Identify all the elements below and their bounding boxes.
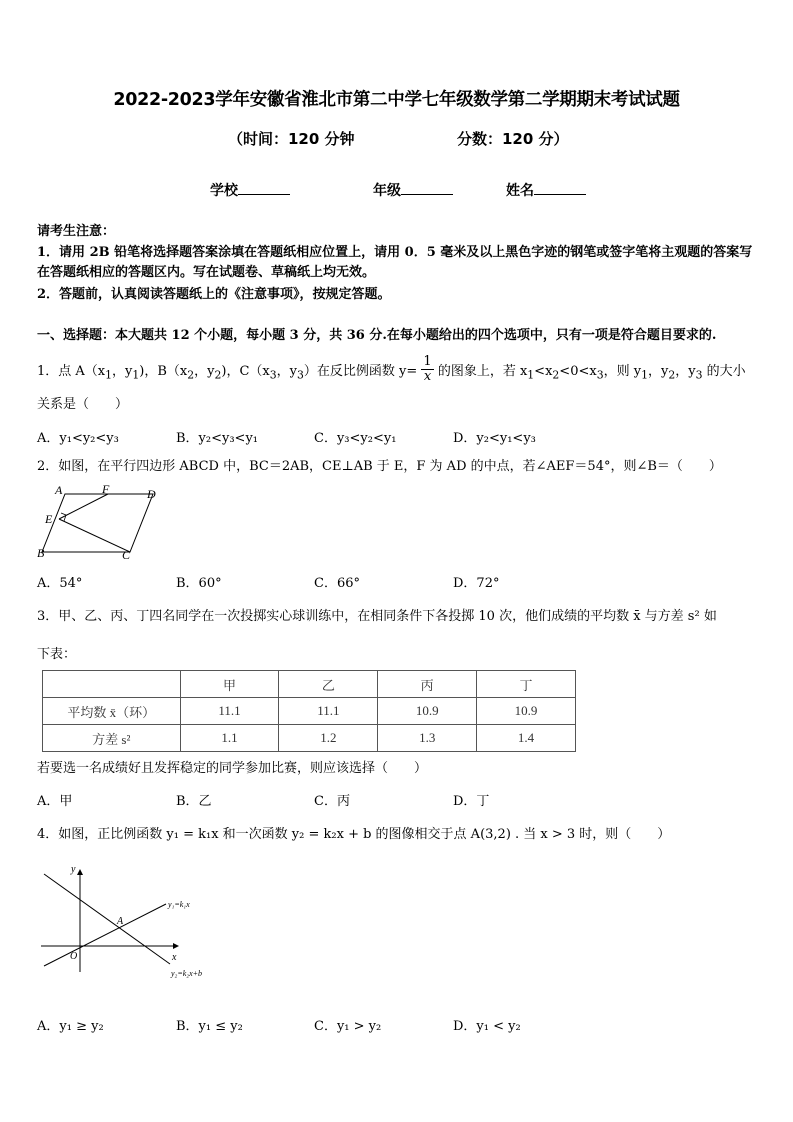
table-cell: 甲: [180, 671, 279, 698]
q3-score-table: [42, 670, 576, 752]
label-d: D: [147, 487, 156, 501]
table-cell: 1.3: [378, 725, 477, 752]
name-field: [506, 180, 586, 200]
line-y1: [44, 904, 166, 966]
grade-label: 年级: [373, 183, 401, 199]
table-cell: 10.9: [477, 698, 576, 725]
q4-option-d[interactable]: D．y₁ < y₂: [453, 1019, 521, 1034]
exam-time: （时间：120 分钟: [228, 130, 355, 148]
school-blank: [238, 182, 290, 195]
q3-option-b[interactable]: B．乙: [176, 794, 212, 809]
q4-option-c[interactable]: C．y₁ > y₂: [314, 1019, 382, 1034]
q3-stem2: 下表：: [37, 647, 77, 662]
table-cell: 丁: [477, 671, 576, 698]
q2-option-d[interactable]: D．72°: [453, 576, 500, 591]
q1-stem-b: 的图象上，若 x: [437, 364, 528, 379]
notice-line1: 1．请用 2B 铅笔将选择题答案涂填在答题纸相应位置上，请用 0．5 毫米及以上黑色字迹的钢笔或签字笔将主观题的答案写在答题纸相应的答题区内。写在试题卷、草稿纸上均无效。: [37, 245, 753, 280]
line-y2-label: y₂=k₂x+b: [171, 969, 203, 978]
q1-fraction: [421, 355, 433, 384]
name-label: 姓名: [506, 183, 534, 199]
origin-label: O: [70, 951, 78, 962]
table-cell: 平均数 x̄（环）: [43, 698, 181, 725]
notice-heading: 请考生注意：: [37, 224, 116, 239]
axis-label-x: x: [172, 952, 177, 963]
table-cell: 乙: [279, 671, 378, 698]
page-title: 2022-2023学年安徽省淮北市第二中学七年级数学第二学期期末考试试题: [113, 90, 680, 110]
table-cell: 1.2: [279, 725, 378, 752]
q2-option-a[interactable]: A．54°: [37, 576, 83, 591]
name-blank: [534, 182, 586, 195]
table-cell: 1.4: [477, 725, 576, 752]
table-cell: [43, 671, 181, 698]
table-cell: 10.9: [378, 698, 477, 725]
q1-frac-den: x: [423, 369, 432, 384]
table-cell: 方差 s²: [43, 725, 181, 752]
table-cell: 丙: [378, 671, 477, 698]
q4-option-a[interactable]: A．y₁ ≥ y₂: [37, 1019, 104, 1034]
q1-option-b[interactable]: B．y₂<y₃<y₁: [176, 431, 259, 446]
table-row: [43, 698, 576, 725]
q4-stem: 4．如图，正比例函数 y₁ = k₁x 和一次函数 y₂ = k₂x + b 的图像相交于点 A(3,2) . 当 x > 3 时，则（ ）: [37, 827, 671, 842]
label-c: C: [122, 548, 131, 562]
table-row: [43, 725, 576, 752]
label-b: B: [37, 546, 45, 560]
q3-option-a[interactable]: A．甲: [37, 794, 73, 809]
q2-parallelogram-figure: [35, 482, 170, 562]
q1-stem-end: 关系是（ ）: [37, 397, 129, 412]
q1-stem: 1．点 $A(x_1$，$y_1$)，$B(x_2$，$y_2$)，$C(x_3$，$y_3$）在反比例函数 y= $\frac{1}{x}$ 的图象上，若 $x_1<x_2<0<x_3$，则 $y_1$，$y_2$，$y_3$ 的大小: [37, 354, 746, 384]
table-header-row: [43, 671, 576, 698]
q2-option-c[interactable]: C．66°: [314, 576, 360, 591]
q2-stem: 2．如图，在平行四边形 ABCD 中，BC＝2AB，CE⊥AB 于 E，F 为 AD 的中点，若∠AEF＝54°，则∠B＝（ ）: [37, 459, 722, 474]
school-label: 学校: [210, 183, 238, 199]
q1-option-a[interactable]: A．y₁<y₂<y₃: [37, 431, 119, 446]
q3-stem1: 3．甲、乙、丙、丁四名同学在一次投掷实心球训练中，在相同条件下各投掷 10 次，他们成绩的平均数 x̄ 与方差 s² 如: [37, 609, 717, 624]
label-a: A: [55, 483, 63, 497]
axis-label-y: y: [71, 864, 76, 875]
q1-option-d[interactable]: D．y₂<y₁<y₃: [453, 431, 536, 446]
q1-frac-num: 1: [423, 354, 432, 369]
school-field: [210, 180, 290, 200]
q1-stem-a: 1．点 A（x: [37, 364, 106, 379]
q3-stem3: 若要选一名成绩好且发挥稳定的同学参加比赛，则应该选择（ ）: [37, 761, 428, 776]
q2-option-b[interactable]: B．60°: [176, 576, 222, 591]
table-cell: 11.1: [279, 698, 378, 725]
q3-option-c[interactable]: C．丙: [314, 794, 350, 809]
point-a-label: A: [117, 916, 124, 927]
segment-ce: [59, 519, 130, 552]
table-cell: 11.1: [180, 698, 279, 725]
parallelogram-abcd: [42, 494, 153, 552]
q1-option-c[interactable]: C．y₃<y₂<y₁: [314, 431, 397, 446]
label-e: E: [45, 512, 53, 526]
q4-function-graph: [38, 862, 228, 982]
segment-ef: [59, 494, 108, 519]
section-heading: 一、选择题：本大题共 12 个小题，每小题 3 分，共 36 分.在每小题给出的四个选项中，只有一项是符合题目要求的.: [37, 328, 717, 343]
line-y2: [44, 874, 170, 964]
grade-blank: [401, 182, 453, 195]
notice-line2: 2．答题前，认真阅读答题纸上的《注意事项》，按规定答题。: [37, 287, 391, 302]
q3-option-d[interactable]: D．丁: [453, 794, 490, 809]
line-y1-label: y₁=k₁x: [168, 900, 190, 909]
label-f: F: [102, 482, 110, 496]
grade-field: [373, 180, 453, 200]
table-cell: 1.1: [180, 725, 279, 752]
q4-option-b[interactable]: B．y₁ ≤ y₂: [176, 1019, 243, 1034]
exam-score: 分数：120 分）: [457, 130, 569, 148]
